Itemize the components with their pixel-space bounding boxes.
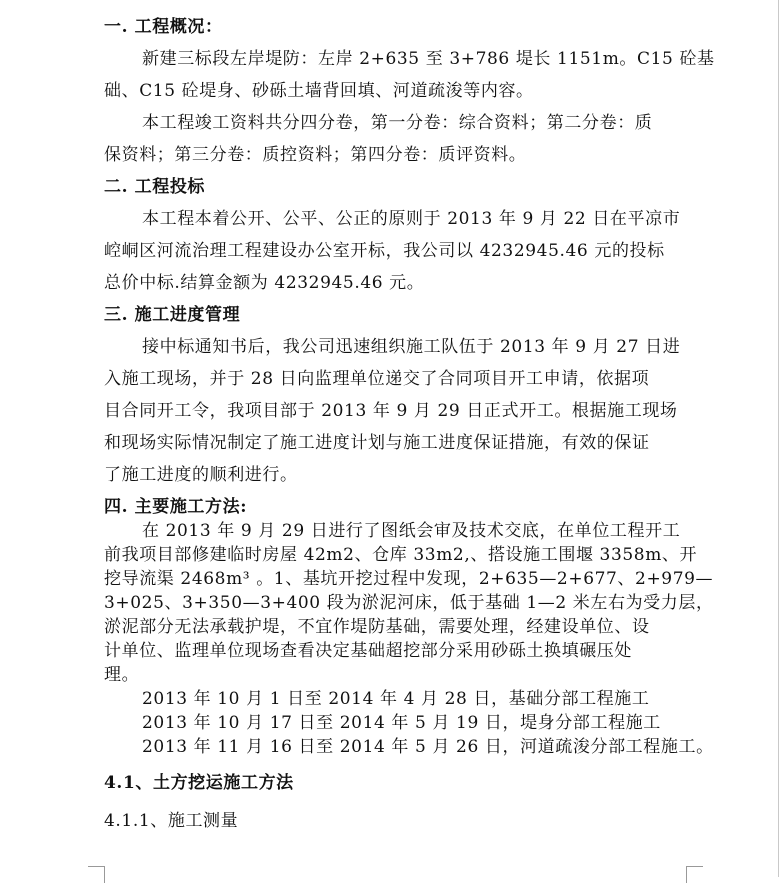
paragraph-line: 崆峒区河流治理工程建设办公室开标，我公司以 4232945.46 元的投标: [104, 241, 665, 261]
paragraph-line: 目合同开工令，我项目部于 2013 年 9 月 29 日正式开工。根据施工现场: [104, 401, 678, 421]
paragraph-line: 本工程竣工资料共分四分卷，第一分卷：综合资料；第二分卷：质: [142, 113, 653, 133]
heading-overview: 一. 工程概况：: [104, 17, 223, 37]
paragraph-line: 接中标通知书后，我公司迅速组织施工队伍于 2013 年 9 月 27 日进: [142, 337, 681, 357]
paragraph-line: 保资料；第三分卷：质控资料；第四分卷：质评资料。: [104, 145, 527, 165]
schedule-line: 2013 年 10 月 1 日至 2014 年 4 月 28 日，基础分部工程施工: [142, 689, 650, 709]
heading-4-1: 4.1、土方挖运施工方法: [104, 773, 294, 793]
paragraph-line: 在 2013 年 9 月 29 日进行了图纸会审及技术交底，在单位工程开工: [142, 521, 681, 541]
paragraph-line: 本工程本着公开、公平、公正的原则于 2013 年 9 月 22 日在平凉市: [142, 209, 681, 229]
paragraph-line: 新建三标段左岸堤防：左岸 2+635 至 3+786 堤长 1151m。C15 砼基: [142, 49, 715, 69]
paragraph-line: 挖导流渠 2468m³ 。1、基坑开挖过程中发现，2+635—2+677、2+979—: [104, 569, 714, 589]
paragraph-line: 总价中标.结算金额为 4232945.46 元。: [104, 273, 425, 293]
paragraph-line: 和现场实际情况制定了施工进度计划与施工进度保证措施，有效的保证: [104, 433, 650, 453]
paragraph-line: 前我项目部修建临时房屋 42m2、仓库 33m2,、搭设施工围堰 3358m、开: [104, 545, 698, 565]
paragraph-line: 淤泥部分无法承载护堤，不宜作堤防基础，需要处理，经建设单位、设: [104, 617, 650, 637]
heading-bidding: 二. 工程投标: [104, 177, 206, 197]
paragraph-line: 了施工进度的顺利进行。: [104, 465, 298, 485]
heading-methods: 四. 主要施工方法:: [104, 497, 248, 517]
paragraph-line: 理。: [104, 665, 140, 685]
heading-4-1-1: 4.1.1、施工测量: [104, 811, 239, 831]
paragraph-line: 计单位、监理单位现场查看决定基础超挖部分采用砂砾土换填碾压处: [104, 641, 632, 661]
paragraph-line: 3+025、3+350—3+400 段为淤泥河床，低于基础 1—2 米左右为受力层，: [104, 593, 714, 613]
heading-progress: 三. 施工进度管理: [104, 305, 241, 325]
paragraph-line: 入施工现场，并于 28 日向监理单位递交了合同项目开工申请，依据项: [104, 369, 650, 389]
schedule-line: 2013 年 11 月 16 日至 2014 年 5 月 26 日，河道疏浚分部工程施工。: [142, 737, 714, 757]
paragraph-line: 础、C15 砼堤身、砂砾土墙背回填、河道疏浚等内容。: [104, 81, 534, 101]
page-corner-mark-left: [88, 866, 105, 883]
schedule-line: 2013 年 10 月 17 日至 2014 年 5 月 19 日，堤身分部工程施工: [142, 713, 661, 733]
page-corner-mark-right: [686, 866, 703, 883]
